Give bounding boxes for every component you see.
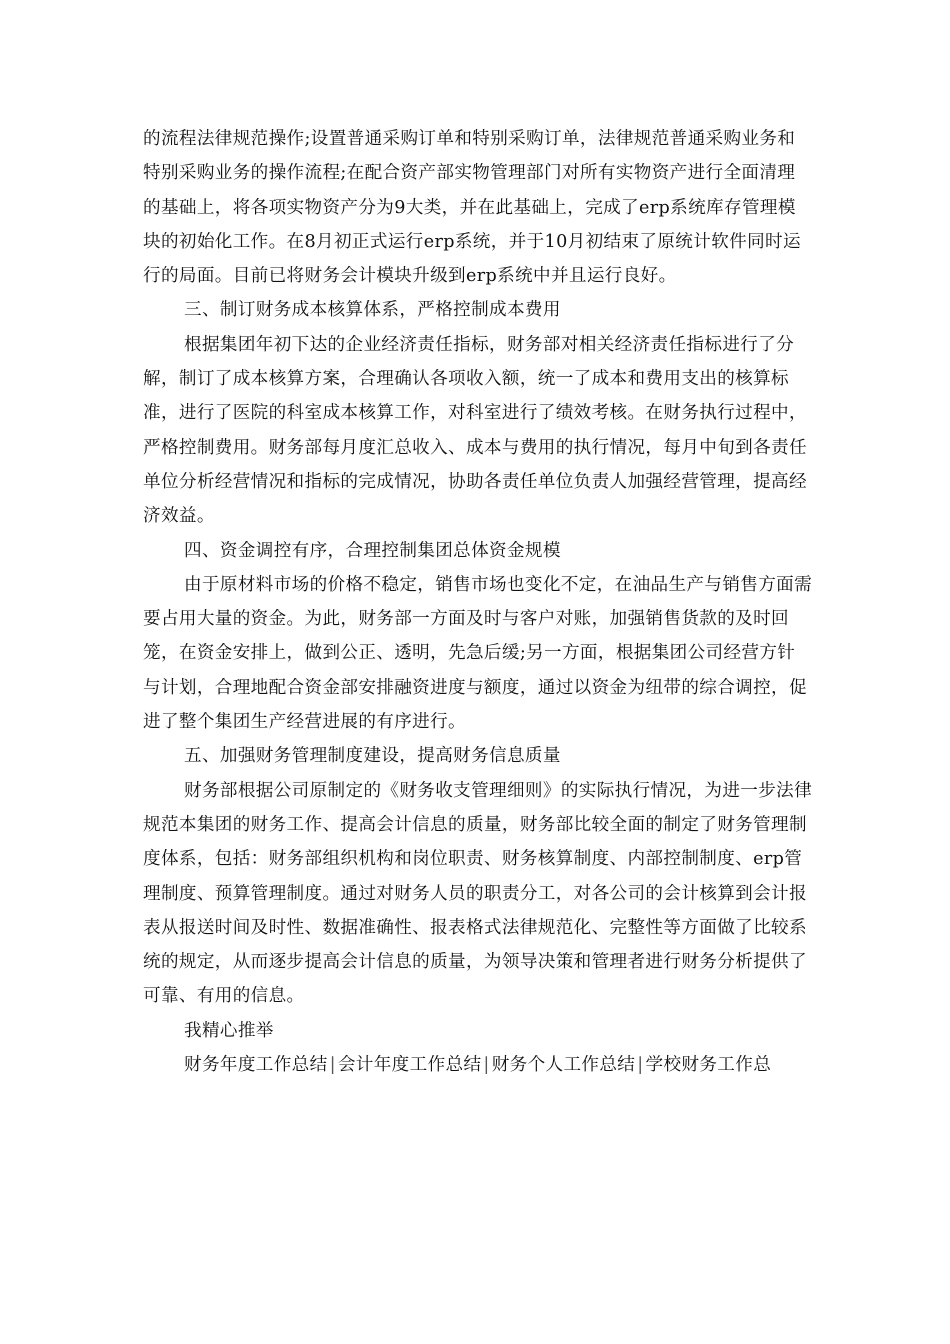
document-body [143,122,813,1082]
paragraph-section-3: 根据集团年初下达的企业经济责任指标，财务部对相关经济责任指标进行了分解，制订了成本核算方案，合理确认各项收入额，统一了成本和费用支出的核算标准，进行了医院的科室成本核算工作，对科室进行了绩效考核。在财务执行过程中，严格控制费用。财务部每月度汇总收入、成本与费用的执行情况，每月中旬到各责任单位分析经营情况和指标的完成情况，协助各责任单位负责人加强经营管理，提高经济效益。 [143,334,807,527]
related-link-finance-annual[interactable]: 财务年度工作总结 [184,1055,328,1076]
section-heading-3: 三、制订财务成本核算体系，严格控制成本费用 [184,300,561,321]
section-heading-5: 五、加强财务管理制度建设，提高财务信息质量 [184,746,561,767]
related-links [143,1048,813,1082]
link-separator: | [483,1055,490,1076]
link-separator: | [637,1055,644,1076]
related-link-school-finance[interactable]: 学校财务工作总 [645,1055,772,1076]
paragraph-section-5: 财务部根据公司原制定的《财务收支管理细则》的实际执行情况，为进一步法律规范本集团的财务工作、提高会计信息的质量，财务部比较全面的制定了财务管理制度体系，包括：财务部组织机构和岗位职责、财务核算制度、内部控制制度、erp管理制度、预算管理制度。通过对财务人员的职责分工，对各公司的会计核算到会计报表从报送时间及时性、数据准确性、报表格式法律规范化、完整性等方面做了比较系统的规定，从而逐步提高会计信息的质量，为领导决策和管理者进行财务分析提供了可靠、有用的信息。 [143,780,813,1007]
paragraph-section-4: 由于原材料市场的价格不稳定，销售市场也变化不定，在油品生产与销售方面需要占用大量的资金。为此，财务部一方面及时与客户对账，加强销售货款的及时回笼，在资金安排上，做到公正、透明，先急后缓;另一方面，根据集团公司经营方针与计划，合理地配合资金部安排融资进度与额度，通过以资金为纽带的综合调控，促进了整个集团生产经营进展的有序进行。 [143,574,813,733]
section-heading-4: 四、资金调控有序，合理控制集团总体资金规模 [184,540,561,561]
related-link-accounting-annual[interactable]: 会计年度工作总结 [337,1055,482,1076]
related-link-finance-personal[interactable]: 财务个人工作总结 [491,1055,636,1076]
link-separator: | [329,1055,336,1076]
recommend-label: 我精心推举 [184,1020,274,1041]
paragraph-continued: 的流程法律规范操作;设置普通采购订单和特别采购订单，法律规范普通采购业务和特别采购业务的操作流程;在配合资产部实物管理部门对所有实物资产进行全面清理的基础上，将各项实物资产分为9大类，并在此基础上，完成了erp系统库存管理模块的初始化工作。在8月初正式运行erp系统，并于10月初结束了原统计软件同时运行的局面。目前已将财务会计模块升级到erp系统中并且运行良好。 [143,129,801,287]
